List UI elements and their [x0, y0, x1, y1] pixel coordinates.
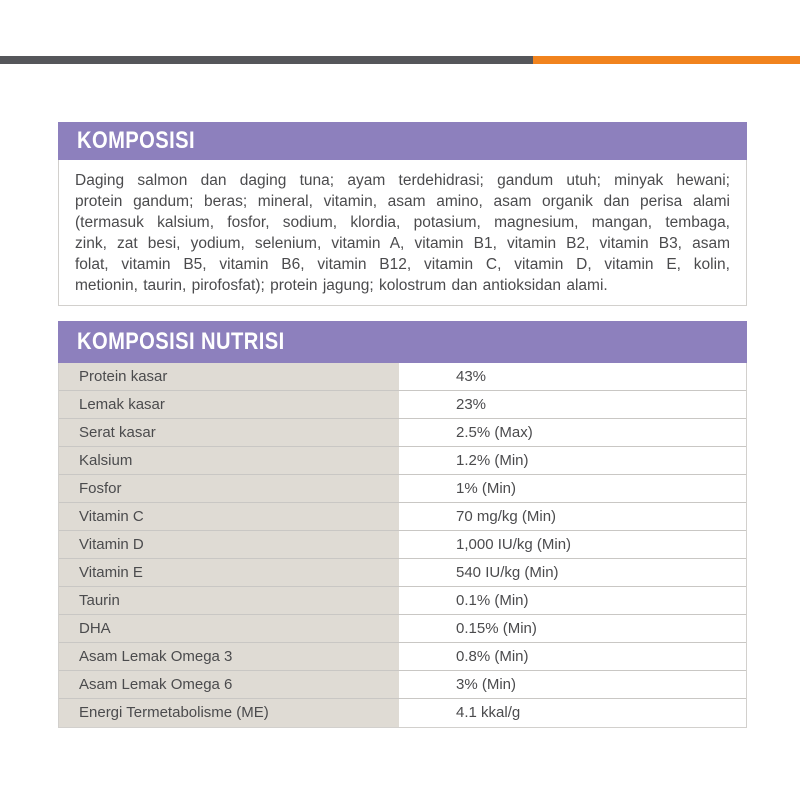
nutrient-label: Vitamin D: [59, 531, 399, 558]
table-row: [59, 671, 746, 699]
komposisi-title: KOMPOSISI: [77, 127, 196, 154]
nutrient-label: Vitamin E: [59, 559, 399, 586]
top-bar-dark-segment: [0, 56, 533, 64]
komposisi-nutrisi-header: [58, 321, 747, 363]
nutrient-label: Taurin: [59, 587, 399, 614]
table-row: [59, 699, 746, 727]
top-divider-bar: [0, 56, 800, 64]
section-komposisi: [58, 122, 747, 306]
table-row: [59, 391, 746, 419]
nutrient-value: 1% (Min): [399, 475, 746, 502]
table-row: [59, 447, 746, 475]
table-row: [59, 503, 746, 531]
nutrient-value: 70 mg/kg (Min): [399, 503, 746, 530]
nutrient-value: 4.1 kkal/g: [399, 699, 746, 727]
nutrient-value: 0.8% (Min): [399, 643, 746, 670]
nutrient-label: Energi Termetabolisme (ME): [59, 699, 399, 727]
nutrient-value: 1,000 IU/kg (Min): [399, 531, 746, 558]
nutrient-value: 540 IU/kg (Min): [399, 559, 746, 586]
nutrient-value: 3% (Min): [399, 671, 746, 698]
komposisi-header: [58, 122, 747, 160]
table-row: [59, 363, 746, 391]
nutrient-value: 43%: [399, 363, 746, 390]
ingredients-line: metionin, taurin, pirofosfat); protein jagung; kolostrum dan antioksidan alami.: [75, 277, 608, 294]
ingredients-line: (termasuk kalsium, fosfor, sodium, klordia, potasium, magnesium, mangan, tembaga,: [75, 214, 730, 231]
table-row: [59, 643, 746, 671]
table-row: [59, 559, 746, 587]
nutrient-label: Vitamin C: [59, 503, 399, 530]
nutrient-label: Asam Lemak Omega 3: [59, 643, 399, 670]
top-bar-accent-segment: [533, 56, 800, 64]
komposisi-ingredients-text: [58, 160, 747, 306]
nutrient-label: Kalsium: [59, 447, 399, 474]
nutrient-label: Serat kasar: [59, 419, 399, 446]
table-row: [59, 419, 746, 447]
ingredients-line: Daging salmon dan daging tuna; ayam terdehidrasi; gandum utuh; minyak hewani;: [75, 172, 730, 189]
ingredients-line: protein gandum; beras; mineral, vitamin, asam amino, asam organik dan perisa alami: [75, 193, 730, 210]
table-row: [59, 475, 746, 503]
ingredients-line: folat, vitamin B5, vitamin B6, vitamin B12, vitamin C, vitamin D, vitamin E, kolin,: [75, 256, 730, 273]
nutrition-table: [58, 363, 747, 728]
product-info-panel: [58, 122, 747, 728]
table-row: [59, 531, 746, 559]
nutrient-label: Lemak kasar: [59, 391, 399, 418]
nutrient-value: 0.15% (Min): [399, 615, 746, 642]
nutrient-value: 0.1% (Min): [399, 587, 746, 614]
ingredients-line: zink, zat besi, yodium, selenium, vitamin A, vitamin B1, vitamin B2, vitamin B3, asam: [75, 235, 730, 252]
table-row: [59, 587, 746, 615]
nutrient-label: Fosfor: [59, 475, 399, 502]
komposisi-nutrisi-title: KOMPOSISI NUTRISI: [77, 328, 285, 355]
nutrient-value: 23%: [399, 391, 746, 418]
section-komposisi-nutrisi: [58, 321, 747, 728]
nutrient-label: Protein kasar: [59, 363, 399, 390]
section-gap: [58, 306, 747, 321]
nutrient-value: 2.5% (Max): [399, 419, 746, 446]
nutrient-value: 1.2% (Min): [399, 447, 746, 474]
table-row: [59, 615, 746, 643]
nutrient-label: Asam Lemak Omega 6: [59, 671, 399, 698]
nutrient-label: DHA: [59, 615, 399, 642]
